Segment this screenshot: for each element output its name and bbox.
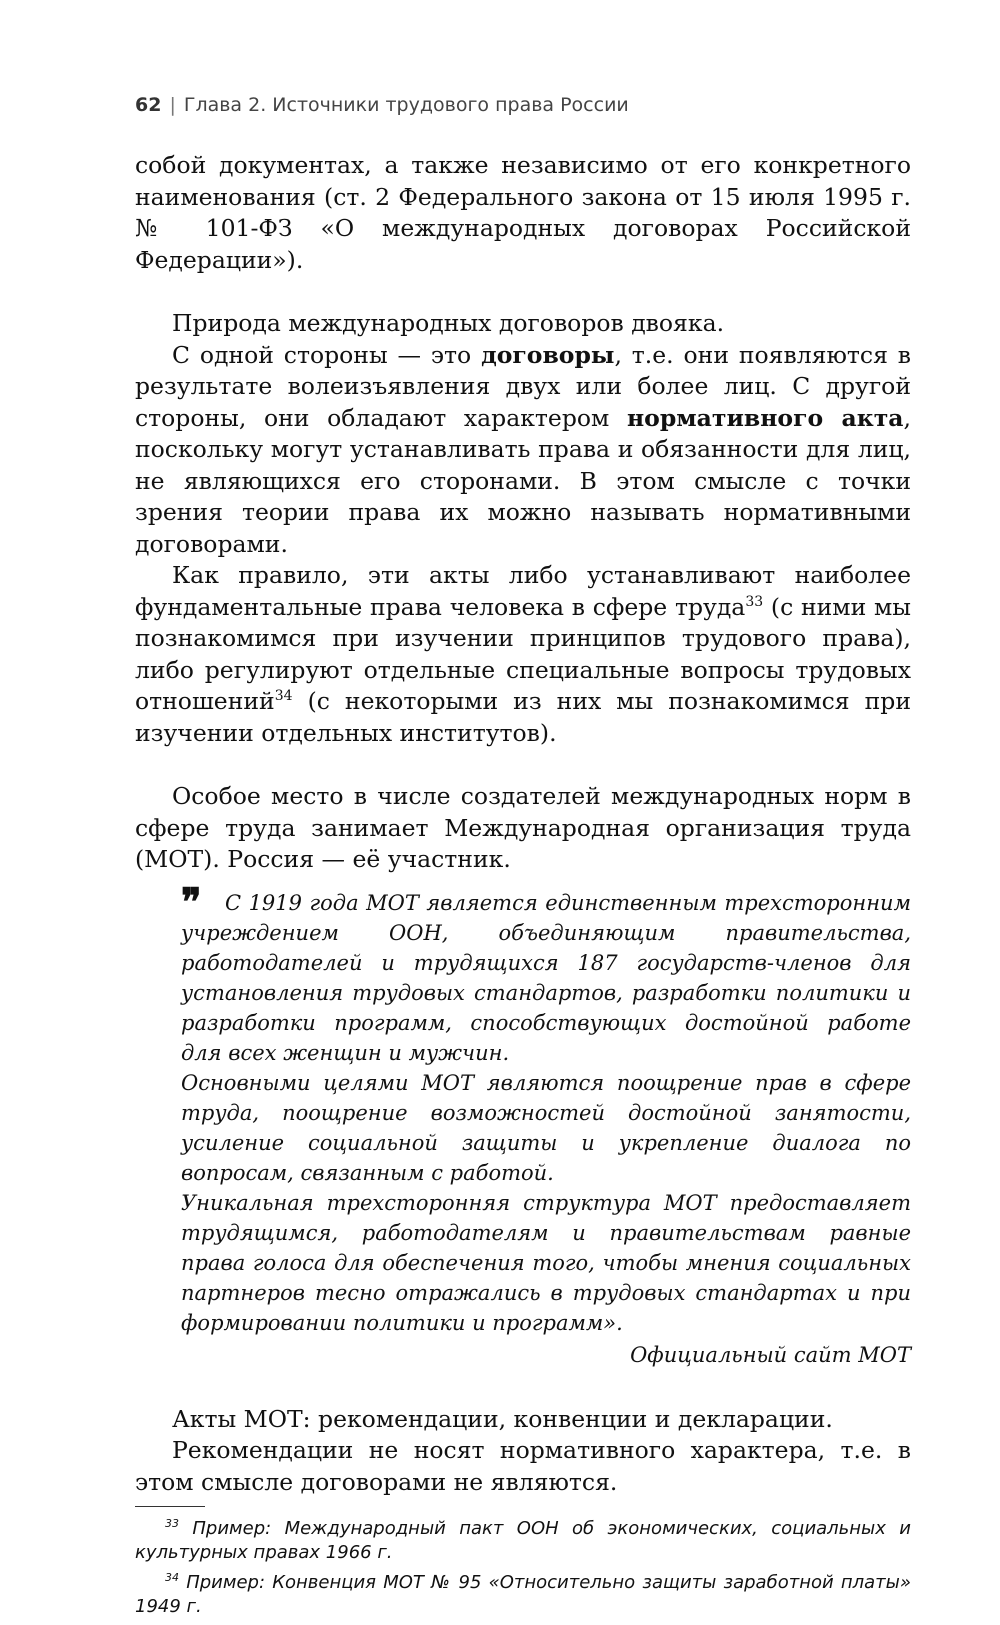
footnotes [135,1517,911,1619]
footnote-divider [135,1506,205,1507]
paragraph-recommendations: Рекомендации не носят нормативного характера, т.е. в этом смысле договорами не являются. [135,1436,911,1496]
paragraph-ilo-acts: Акты МОТ: рекомендации, конвенции и декларации. [172,1404,833,1433]
body-text [135,150,911,1625]
footnote-ref-34[interactable]: 34 [274,688,293,704]
quote-paragraph: Основными целями МОТ являются поощрение прав в сфере труда, поощрение возможностей достойной занятости, усиление социальной защиты и укрепление диалога по вопросам, связанным с работой. [181,1070,911,1185]
paragraph-dual-nature: С одной стороны — это договоры, т.е. они появляются в результате волеизъявления двух или более лиц. С другой стороны, они обладают характером нормативного акта, поскольку могут устанавливать права и обязанности для лиц, не являющихся его сторонами. В этом смысле с точки зрения теории права их можно называть нормативными договорами. [135,340,911,558]
footnote-33: $^{33}$ Пример: Международный пакт ООН об экономических, социальных и культурных правах 1966 г. [135,1517,911,1563]
chapter-title: Глава 2. Источники трудового права России [183,94,629,116]
running-head [135,94,629,116]
paragraph-acts: Как правило, эти акты либо устанавливают наиболее фундаментальные права человека в сфере труда$^{33}$ (с ними мы познакомимся при изучении принципов трудового права), либо регулируют отдельные специальные вопросы трудовых отношений$^{34}$ (с некоторыми из них мы познакомимся при изучении отдельных институтов). [135,561,911,747]
quote-attribution: Официальный сайт МОТ [630,1342,911,1367]
header-separator: | [169,94,176,116]
quote-paragraph: С 1919 года МОТ является единственным трехсторонним учреждением ООН, объединяющим правительства, работодателей и трудящихся 187 государств-членов для установления трудовых стандартов, разработки политики и разработки программ, способствующих достойной работе для всех женщин и мужчин. [181,890,911,1065]
paragraph-continuation: собой документах, а также независимо от его конкретного наименования (ст. 2 Федерального закона от 15 июля 1995 г. № 101-ФЗ «О международных договорах Российской Федерации»). [135,151,911,274]
quote-mark-icon: ❞ [181,878,202,924]
bold-term-contracts: договоры [481,340,615,369]
paragraph-nature: Природа международных договоров двояка. [172,309,725,337]
footnote-34: $^{34}$ Пример: Конвенция МОТ № 95 «Относительно защиты заработной платы» 1949 г. [135,1571,911,1617]
footnote-ref-33[interactable]: 33 [745,593,764,610]
paragraph-ilo: Особое место в числе создателей международных норм в сфере труда занимает Международная организация труда (МОТ). Россия — её участник. [135,782,911,873]
bold-term-normative-act: нормативного акта [626,403,904,432]
page-number: 62 [135,94,162,116]
quote-paragraph: Уникальная трехсторонняя структура МОТ предоставляет трудящимся, работодателям и правительствам равные права голоса для обеспечения того, чтобы мнения социальных партнеров тесно отражались в трудовых стандартах и при формировании политики и программ». [181,1190,911,1335]
blockquote [135,878,911,1370]
